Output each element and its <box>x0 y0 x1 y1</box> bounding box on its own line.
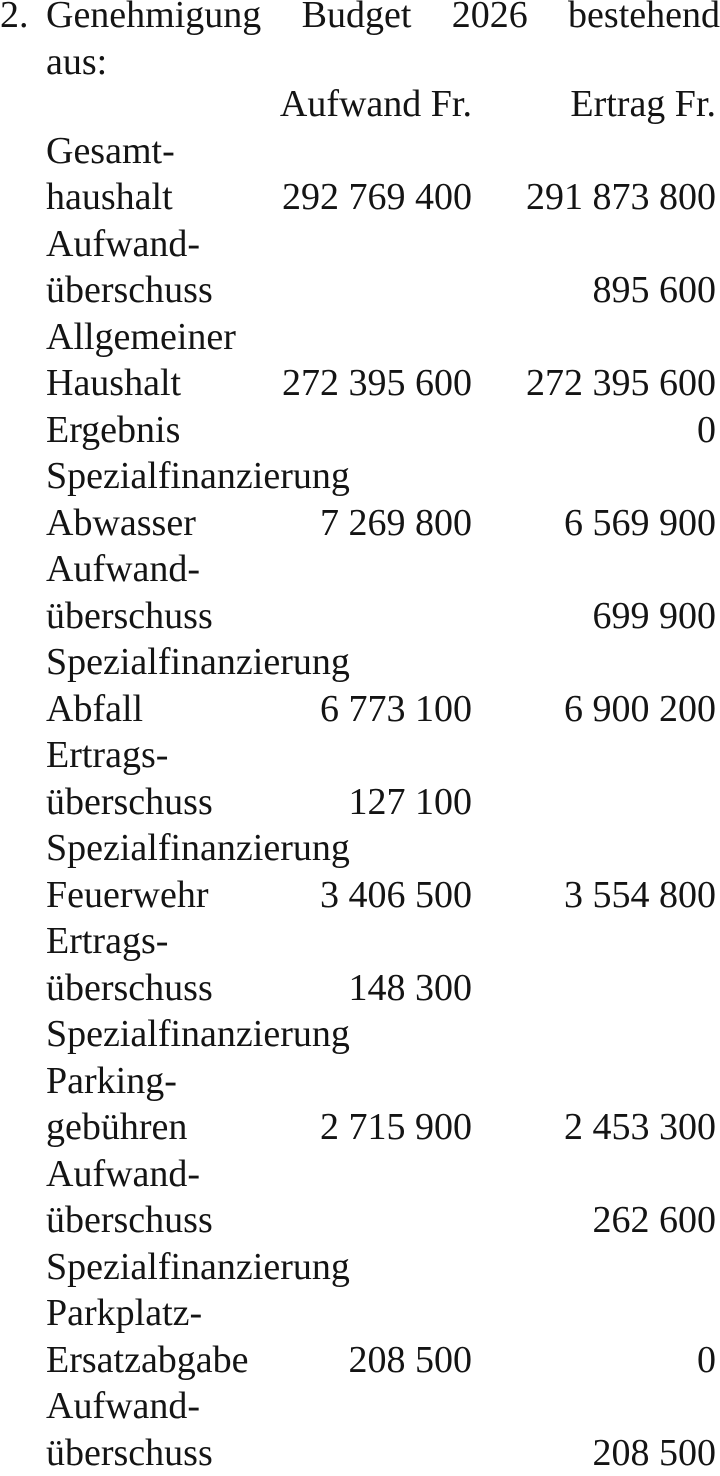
column-header-ertrag: Ertrag Fr. <box>570 81 716 128</box>
budget-row <box>0 546 720 639</box>
ertrag-value: 2 453 300 <box>564 1104 716 1151</box>
budget-row <box>0 128 720 221</box>
item-title-continuation: aus: <box>46 39 107 86</box>
budget-row-line <box>0 639 720 686</box>
budget-row-line <box>0 407 720 454</box>
budget-row-line <box>0 453 720 500</box>
row-label: überschuss <box>46 593 213 640</box>
row-label: Spezialfinanzierung <box>46 1244 350 1291</box>
budget-row-line <box>0 500 720 547</box>
ertrag-value: 208 500 <box>593 1430 717 1476</box>
row-label: gebühren <box>46 1104 187 1151</box>
budget-row-line <box>0 1244 720 1291</box>
ertrag-value: 0 <box>697 1337 716 1384</box>
budget-row <box>0 221 720 314</box>
budget-row-line <box>0 314 720 361</box>
ertrag-value: 3 554 800 <box>564 872 716 919</box>
ertrag-value: 291 873 800 <box>526 174 716 221</box>
ertrag-value: 6 900 200 <box>564 686 716 733</box>
budget-row-line <box>0 1104 720 1151</box>
row-label: Aufwand- <box>46 221 200 268</box>
ertrag-value: 699 900 <box>593 593 717 640</box>
ertrag-value: 272 395 600 <box>526 360 716 407</box>
row-label: Spezialfinanzierung <box>46 825 350 872</box>
item-number: 2. <box>0 0 29 39</box>
budget-row-line <box>0 965 720 1012</box>
budget-table <box>0 128 720 1476</box>
aufwand-value: 292 769 400 <box>282 174 472 221</box>
budget-row-line <box>0 1337 720 1384</box>
item-title: Genehmigung Budget 2026 bestehend <box>46 0 720 39</box>
budget-row-line <box>0 1383 720 1430</box>
row-label: überschuss <box>46 1430 213 1476</box>
column-header-aufwand: Aufwand Fr. <box>280 81 472 128</box>
budget-row-line <box>0 1151 720 1198</box>
row-label: überschuss <box>46 267 213 314</box>
row-label: Feuerwehr <box>46 872 208 919</box>
budget-row-line <box>0 546 720 593</box>
ertrag-value: 895 600 <box>593 267 717 314</box>
budget-row-line <box>0 918 720 965</box>
budget-row-line <box>0 174 720 221</box>
row-label: Allgemeiner <box>46 314 236 361</box>
budget-row-line <box>0 732 720 779</box>
budget-row-line <box>0 593 720 640</box>
budget-row-line <box>0 1430 720 1476</box>
budget-row <box>0 1244 720 1384</box>
row-label: überschuss <box>46 779 213 826</box>
row-label: Parking- <box>46 1058 177 1105</box>
row-label: Ergebnis <box>46 407 180 454</box>
row-label: Abfall <box>46 686 143 733</box>
budget-row <box>0 453 720 546</box>
row-label: Aufwand- <box>46 1383 200 1430</box>
aufwand-value: 148 300 <box>349 965 473 1012</box>
budget-row <box>0 825 720 918</box>
row-label: Ertrags- <box>46 918 168 965</box>
budget-row-line <box>0 1011 720 1058</box>
aufwand-value: 6 773 100 <box>320 686 472 733</box>
budget-row-line <box>0 872 720 919</box>
row-label: überschuss <box>46 965 213 1012</box>
aufwand-value: 208 500 <box>349 1337 473 1384</box>
budget-row <box>0 1151 720 1244</box>
budget-row-line <box>0 1197 720 1244</box>
aufwand-value: 272 395 600 <box>282 360 472 407</box>
budget-row-line <box>0 1290 720 1337</box>
budget-row-line <box>0 1058 720 1105</box>
aufwand-value: 7 269 800 <box>320 500 472 547</box>
budget-row <box>0 639 720 732</box>
budget-row-line <box>0 825 720 872</box>
budget-row <box>0 407 720 454</box>
row-label: Ertrags- <box>46 732 168 779</box>
budget-row <box>0 1383 720 1476</box>
budget-row-line <box>0 360 720 407</box>
budget-row-line <box>0 267 720 314</box>
row-label: haushalt <box>46 174 173 221</box>
row-label: überschuss <box>46 1197 213 1244</box>
row-label: Parkplatz- <box>46 1290 202 1337</box>
row-label: Abwasser <box>46 500 196 547</box>
aufwand-value: 127 100 <box>349 779 473 826</box>
budget-row <box>0 1011 720 1151</box>
ertrag-value: 6 569 900 <box>564 500 716 547</box>
ertrag-value: 0 <box>697 407 716 454</box>
budget-row <box>0 314 720 407</box>
aufwand-value: 3 406 500 <box>320 872 472 919</box>
row-label: Gesamt- <box>46 128 175 175</box>
row-label: Spezialfinanzierung <box>46 639 350 686</box>
ertrag-value: 262 600 <box>593 1197 717 1244</box>
row-label: Spezialfinanzierung <box>46 453 350 500</box>
budget-row <box>0 732 720 825</box>
budget-row <box>0 918 720 1011</box>
row-label: Ersatzabgabe <box>46 1337 249 1384</box>
budget-row-line <box>0 128 720 175</box>
row-label: Aufwand- <box>46 1151 200 1198</box>
row-label: Haushalt <box>46 360 181 407</box>
budget-row-line <box>0 779 720 826</box>
budget-row-line <box>0 686 720 733</box>
budget-row-line <box>0 221 720 268</box>
row-label: Aufwand- <box>46 546 200 593</box>
row-label: Spezialfinanzierung <box>46 1011 350 1058</box>
aufwand-value: 2 715 900 <box>320 1104 472 1151</box>
